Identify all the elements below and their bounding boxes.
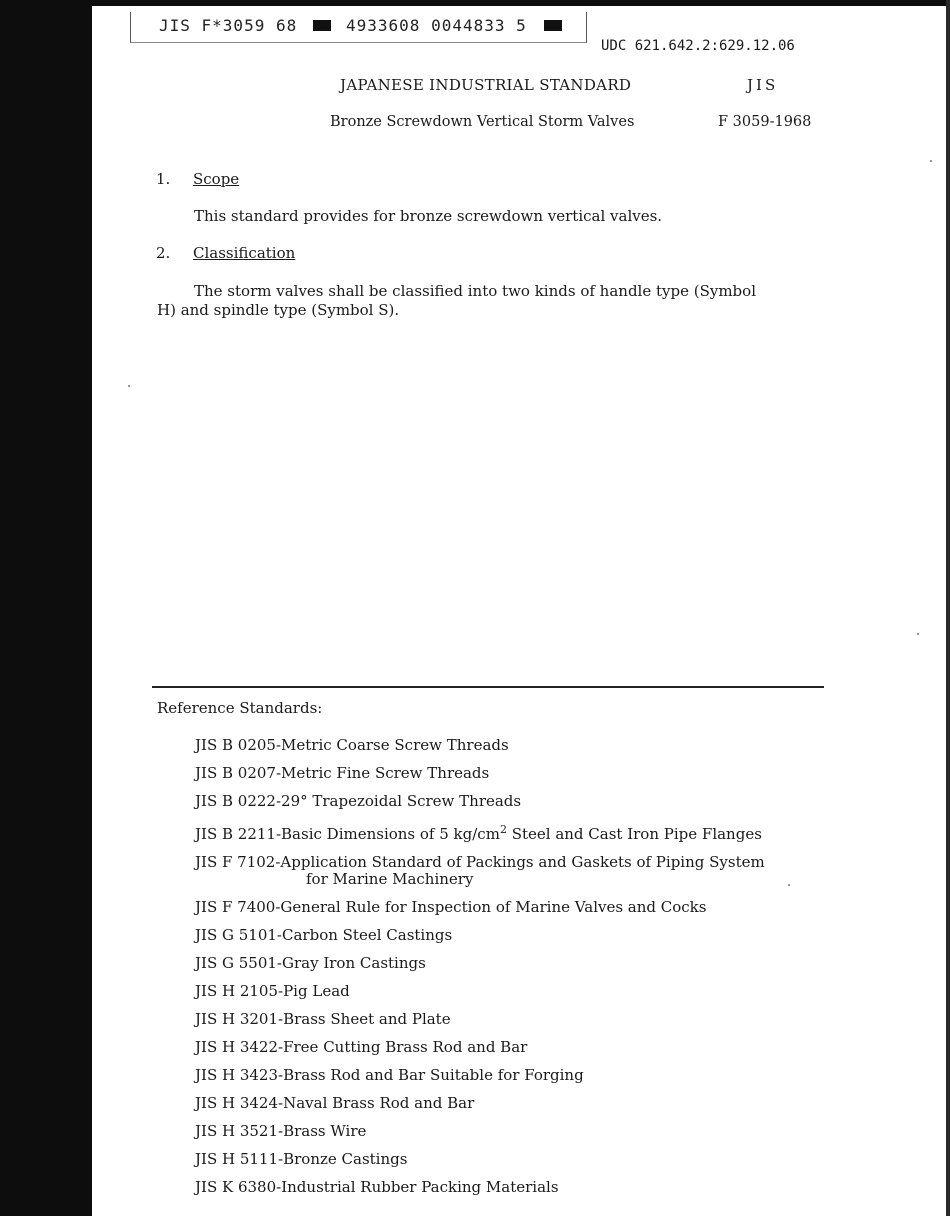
ref-code: JIS B 0222	[195, 792, 276, 810]
ref-code: JIS G 5501	[195, 954, 277, 972]
list-item: JIS H 2105-Pig Lead	[195, 982, 350, 1000]
scan-speck	[917, 633, 919, 635]
stamp-number: 4933608 0044833 5	[346, 16, 527, 35]
ref-name: 29° Trapezoidal Screw Threads	[281, 792, 522, 810]
reference-standards-title: Reference Standards:	[157, 699, 323, 717]
ref-code: JIS F 7102	[195, 853, 276, 871]
ref-name: Bronze Castings	[283, 1150, 408, 1168]
scan-speck	[788, 884, 790, 886]
list-item: JIS G 5501-Gray Iron Castings	[195, 954, 426, 972]
ref-name: Industrial Rubber Packing Materials	[281, 1178, 559, 1196]
section-number: 2.	[156, 244, 171, 262]
ref-code: JIS H 3424	[195, 1094, 279, 1112]
ref-code: JIS H 3521	[195, 1122, 279, 1140]
ref-code: JIS H 5111	[195, 1150, 279, 1168]
ref-name: Gray Iron Castings	[282, 954, 426, 972]
ref-name: Brass Wire	[283, 1122, 367, 1140]
jis-mark: JIS	[747, 76, 779, 94]
list-item: JIS B 2211-Basic Dimensions of 5 $kg/cm^2$ Steel and Cast Iron Pipe Flanges	[195, 823, 762, 843]
ref-code: JIS H 3423	[195, 1066, 279, 1084]
footnote-divider	[152, 686, 824, 688]
list-item: JIS H 3201-Brass Sheet and Plate	[195, 1010, 451, 1028]
ref-name: Naval Brass Rod and Bar	[283, 1094, 475, 1112]
classification-text-line2: H) and spindle type (Symbol S).	[157, 301, 400, 319]
reference-standards-list	[195, 737, 765, 1207]
ref-continuation: for Marine Machinery	[306, 870, 474, 888]
ref-code: JIS K 6380	[195, 1178, 277, 1196]
document-title: Bronze Screwdown Vertical Storm Valves	[330, 114, 635, 130]
scan-border-left	[0, 0, 92, 1216]
list-item: JIS G 5101-Carbon Steel Castings	[195, 926, 453, 944]
ref-code: JIS H 3201	[195, 1010, 279, 1028]
ref-name: General Rule for Inspection of Marine Valves and Cocks	[280, 898, 707, 916]
stamp-code: JIS F*3059 68	[159, 16, 298, 35]
ref-code: JIS G 5101	[195, 926, 277, 944]
ref-name: Free Cutting Brass Rod and Bar	[283, 1038, 528, 1056]
ref-name: Metric Coarse Screw Threads	[281, 736, 509, 754]
scan-speck	[128, 385, 130, 387]
scan-border-top	[92, 0, 950, 6]
ref-name: Application Standard of Packings and Gaskets of Piping System	[280, 853, 765, 871]
ref-code: JIS B 0207	[195, 764, 276, 782]
list-item: JIS B 0207-Metric Fine Screw Threads	[195, 764, 490, 782]
ref-name: Metric Fine Screw Threads	[281, 764, 490, 782]
standard-number: F 3059-1968	[718, 114, 812, 130]
scan-border-right	[946, 0, 950, 1216]
ref-name: Pig Lead	[283, 982, 350, 1000]
section-number: 1.	[156, 170, 171, 188]
list-item: JIS H 3423-Brass Rod and Bar Suitable for Forging	[195, 1066, 584, 1084]
stamp-block-icon	[313, 16, 331, 35]
list-item: JIS K 6380-Industrial Rubber Packing Materials	[195, 1178, 559, 1196]
ref-code: JIS H 3422	[195, 1038, 279, 1056]
list-item: JIS F 7102-Application Standard of Packings and Gaskets of Piping System for Marine Machinery	[195, 853, 765, 888]
list-item: JIS H 3521-Brass Wire	[195, 1122, 367, 1140]
list-item: JIS H 3422-Free Cutting Brass Rod and Bar	[195, 1038, 528, 1056]
list-item: JIS B 0222-29° Trapezoidal Screw Threads	[195, 792, 522, 810]
section-title-classification: Classification	[193, 244, 296, 262]
ref-name: Brass Sheet and Plate	[283, 1010, 451, 1028]
list-item: JIS H 5111-Bronze Castings	[195, 1150, 408, 1168]
ref-code: JIS H 2105	[195, 982, 279, 1000]
ref-name-after: Steel and Cast Iron Pipe Flanges	[506, 825, 762, 843]
document-heading: JAPANESE INDUSTRIAL STANDARD	[340, 76, 632, 94]
stamp-block-icon	[544, 16, 562, 35]
scan-speck	[930, 160, 932, 162]
ref-code: JIS B 0205	[195, 736, 276, 754]
catalog-stamp	[130, 12, 587, 43]
classification-text-line1: The storm valves shall be classified into two kinds of handle type (Symbol	[194, 282, 756, 300]
ref-code: JIS F 7400	[195, 898, 276, 916]
scope-text: This standard provides for bronze screwdown vertical valves.	[194, 207, 663, 225]
ref-name: Carbon Steel Castings	[282, 926, 453, 944]
list-item: JIS B 0205-Metric Coarse Screw Threads	[195, 736, 509, 754]
ref-superscript: 2	[499, 823, 507, 836]
list-item: JIS H 3424-Naval Brass Rod and Bar	[195, 1094, 475, 1112]
section-title-scope: Scope	[193, 170, 240, 188]
ref-name: Brass Rod and Bar Suitable for Forging	[283, 1066, 584, 1084]
ref-name: Basic Dimensions of 5 kg/cm	[281, 825, 500, 843]
ref-code: JIS B 2211	[195, 825, 276, 843]
list-item: JIS F 7400-General Rule for Inspection of Marine Valves and Cocks	[195, 898, 707, 916]
udc-number: UDC 621.642.2:629.12.06	[601, 38, 795, 54]
